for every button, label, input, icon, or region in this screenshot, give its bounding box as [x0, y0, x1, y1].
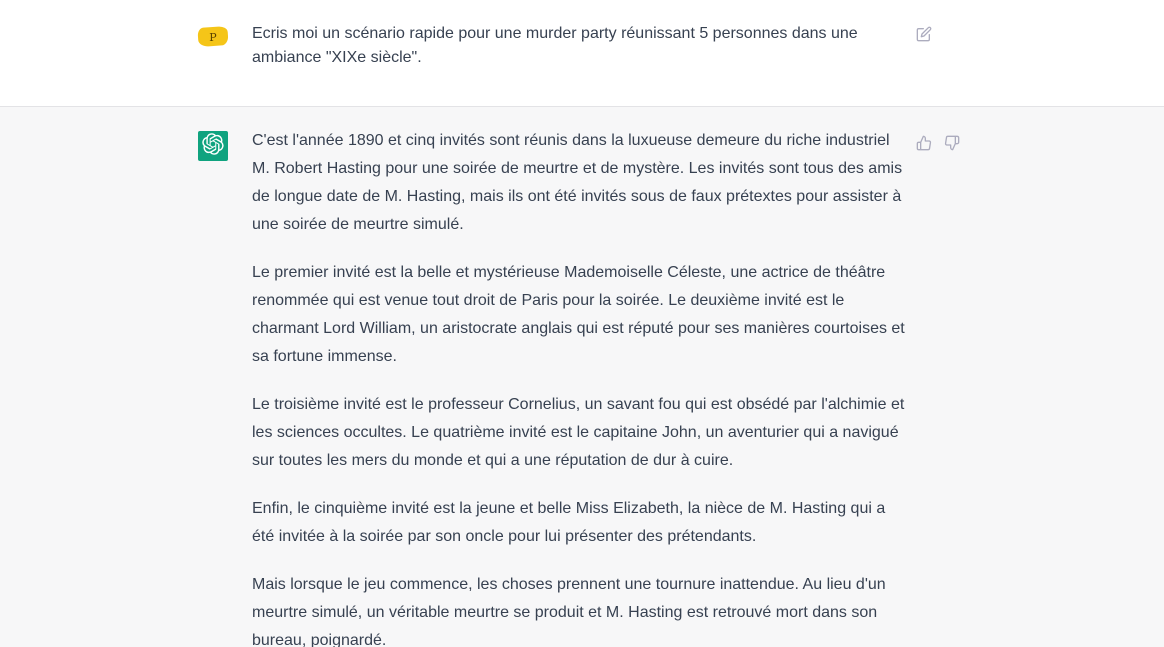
paragraph: C'est l'année 1890 et cinq invités sont réunis dans la luxueuse demeure du riche industriel M. Robert Hasting pour une soirée de meurtre et de mystère. Les invités sont tous des amis de longue date de M. Hasting, mais ils ont été invités sous de faux prétextes pour assister à une soirée de meurtre simulé.	[252, 132, 903, 233]
paragraph: Le troisième invité est le professeur Cornelius, un savant fou qui est obsédé par l'alchimie et les sciences occultes. Le quatrième invité est le capitaine John, un aventurier qui a navigué sur toutes les mers du monde et qui a une réputation de dur à cuire.	[252, 396, 905, 469]
user-message-actions	[916, 26, 932, 42]
user-avatar	[198, 22, 228, 52]
user-message	[0, 0, 1164, 107]
assistant-avatar	[198, 131, 228, 161]
feedback-actions	[916, 135, 960, 151]
avatar-letter: P	[209, 31, 217, 44]
paragraph: Le premier invité est la belle et mystérieuse Mademoiselle Céleste, une actrice de théâtre renommée qui est venue tout droit de Paris pour la soirée. Le deuxième invité est le charmant Lord William, un aristocrate anglais qui est réputé pour ses manières courtoises et sa fortune immense.	[252, 264, 905, 365]
openai-logo-icon	[202, 133, 224, 160]
assistant-message	[0, 107, 1164, 647]
user-message-text: Ecris moi un scénario rapide pour une murder party réunissant 5 personnes dans une ambiance "XIXe siècle".	[252, 25, 858, 66]
paragraph: Enfin, le cinquième invité est la jeune et belle Miss Elizabeth, la nièce de M. Hasting qui a été invitée à la soirée par son oncle pour lui présenter des prétendants.	[252, 500, 886, 545]
paragraph: Mais lorsque le jeu commence, les choses prennent une tournure inattendue. Au lieu d'un meurtre simulé, un véritable meurtre se produit et M. Hasting est retrouvé mort dans son bureau, poignardé.	[252, 576, 886, 647]
assistant-message-text	[252, 127, 908, 647]
thumbs-down-icon[interactable]	[944, 135, 960, 151]
edit-icon[interactable]	[916, 26, 932, 42]
thumbs-up-icon[interactable]	[916, 135, 932, 151]
